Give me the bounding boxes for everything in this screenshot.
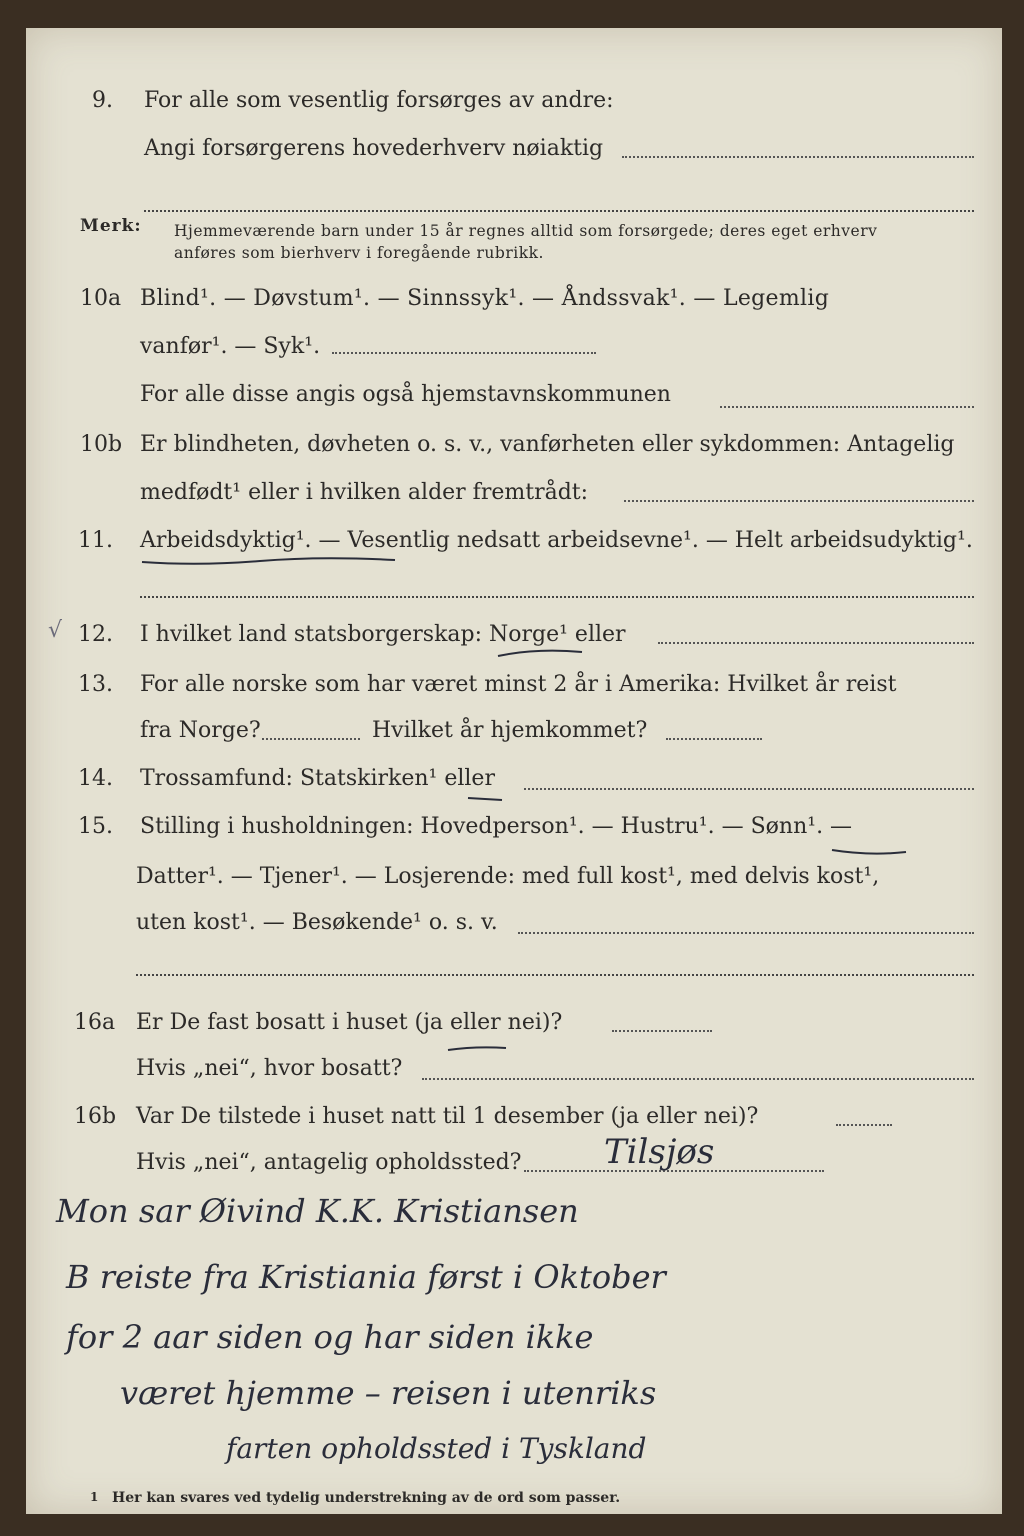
q13-hjemkommet-field[interactable] [666, 738, 762, 740]
q15-answer-line[interactable] [136, 974, 974, 976]
q16a-answer-field[interactable] [612, 1030, 712, 1032]
q9-line2: Angi forsørgerens hovederhverv nøiaktig [144, 136, 604, 161]
q15-number: 15. [78, 814, 113, 839]
q9-answer-line[interactable] [144, 210, 974, 212]
q15-line3: uten kost¹. — Besøkende¹ o. s. v. [136, 910, 498, 935]
q9-answer-field[interactable] [622, 156, 974, 158]
q9-line1: For alle som vesentlig forsørges av andre: [144, 88, 614, 113]
q10a-hjemstavn-field[interactable] [720, 406, 974, 408]
q13-number: 13. [78, 672, 113, 697]
q11-underline-mark [140, 554, 400, 570]
q14-line1: Trossamfund: Statskirken¹ eller [140, 766, 495, 791]
merk-line1: Hjemmeværende barn under 15 år regnes alltid som forsørgede; deres eget erhverv [174, 222, 878, 240]
q12-answer-field[interactable] [658, 642, 974, 644]
q11-answer-line[interactable] [140, 596, 974, 598]
q16a-bosatt-field[interactable] [422, 1078, 974, 1080]
q13-reist-field[interactable] [262, 738, 360, 740]
q16a-underline-mark [446, 1042, 510, 1056]
footnote-mark: 1 [90, 1490, 99, 1504]
q13-line2a: fra Norge? [140, 718, 261, 743]
q16b-line2: Hvis „nei“, antagelig opholdssted? [136, 1150, 522, 1175]
q10b-line2: medfødt¹ eller i hvilken alder fremtrådt: [140, 480, 589, 505]
q16a-line2: Hvis „nei“, hvor bosatt? [136, 1056, 403, 1081]
handwritten-line5: farten opholdssted i Tyskland [226, 1432, 647, 1465]
handwritten-line3: for 2 aar siden og har siden ikke [66, 1318, 594, 1356]
q10b-answer-field[interactable] [624, 500, 974, 502]
q16b-answer-field[interactable] [836, 1124, 892, 1126]
q13-line1: For alle norske som har været minst 2 år i Amerika: Hvilket år reist [140, 672, 897, 697]
q10b-line1: Er blindheten, døvheten o. s. v., vanførheten eller sykdommen: Antagelig [140, 432, 955, 457]
q14-number: 14. [78, 766, 113, 791]
q12-underline-mark [496, 646, 586, 662]
q15-answer-field[interactable] [518, 932, 974, 934]
q11-number: 11. [78, 528, 113, 553]
q16b-line1: Var De tilstede i huset natt til 1 desember (ja eller nei)? [136, 1104, 759, 1129]
q15-underline-mark [830, 846, 910, 860]
q16b-handwritten-answer: Tilsjøs [604, 1132, 715, 1172]
q15-line2: Datter¹. — Tjener¹. — Losjerende: med full kost¹, med delvis kost¹, [136, 864, 880, 889]
q14-underline-mark [466, 792, 506, 806]
handwritten-line4: været hjemme – reisen i utenriks [120, 1374, 657, 1412]
q12-number: 12. [78, 622, 113, 647]
check-mark: √ [48, 618, 63, 643]
q10a-line3: For alle disse angis også hjemstavnskommunen [140, 382, 671, 407]
q11-line1: Arbeidsdyktig¹. — Vesentlig nedsatt arbeidsevne¹. — Helt arbeidsudyktig¹. [140, 528, 973, 553]
q14-answer-field[interactable] [524, 788, 974, 790]
census-form-sheet [26, 28, 1002, 1514]
merk-line2: anføres som bierhverv i foregående rubrikk. [174, 244, 544, 262]
footnote-text: Her kan svares ved tydelig understrekning av de ord som passer. [112, 1490, 621, 1506]
handwritten-line1: Mon sar Øivind K.K. Kristiansen [56, 1192, 579, 1230]
q16a-number: 16a [74, 1010, 116, 1035]
q15-line1: Stilling i husholdningen: Hovedperson¹. — Hustru¹. — Sønn¹. — [140, 814, 853, 839]
q10a-line2: vanfør¹. — Syk¹. [140, 334, 321, 359]
handwritten-line2: B reiste fra Kristiania først i Oktober [66, 1258, 666, 1296]
q9-number: 9. [92, 88, 113, 113]
q12-line1: I hvilket land statsborgerskap: Norge¹ eller [140, 622, 626, 647]
q10a-syk-field[interactable] [332, 352, 596, 354]
q16a-line1: Er De fast bosatt i huset (ja eller nei)? [136, 1010, 563, 1035]
q16b-number: 16b [74, 1104, 117, 1129]
q13-line2b: Hvilket år hjemkommet? [372, 718, 648, 743]
q10a-number: 10a [80, 286, 122, 311]
q10b-number: 10b [80, 432, 123, 457]
q10a-line1: Blind¹. — Døvstum¹. — Sinnssyk¹. — Åndssvak¹. — Legemlig [140, 286, 830, 311]
merk-label: Merk: [80, 216, 142, 236]
